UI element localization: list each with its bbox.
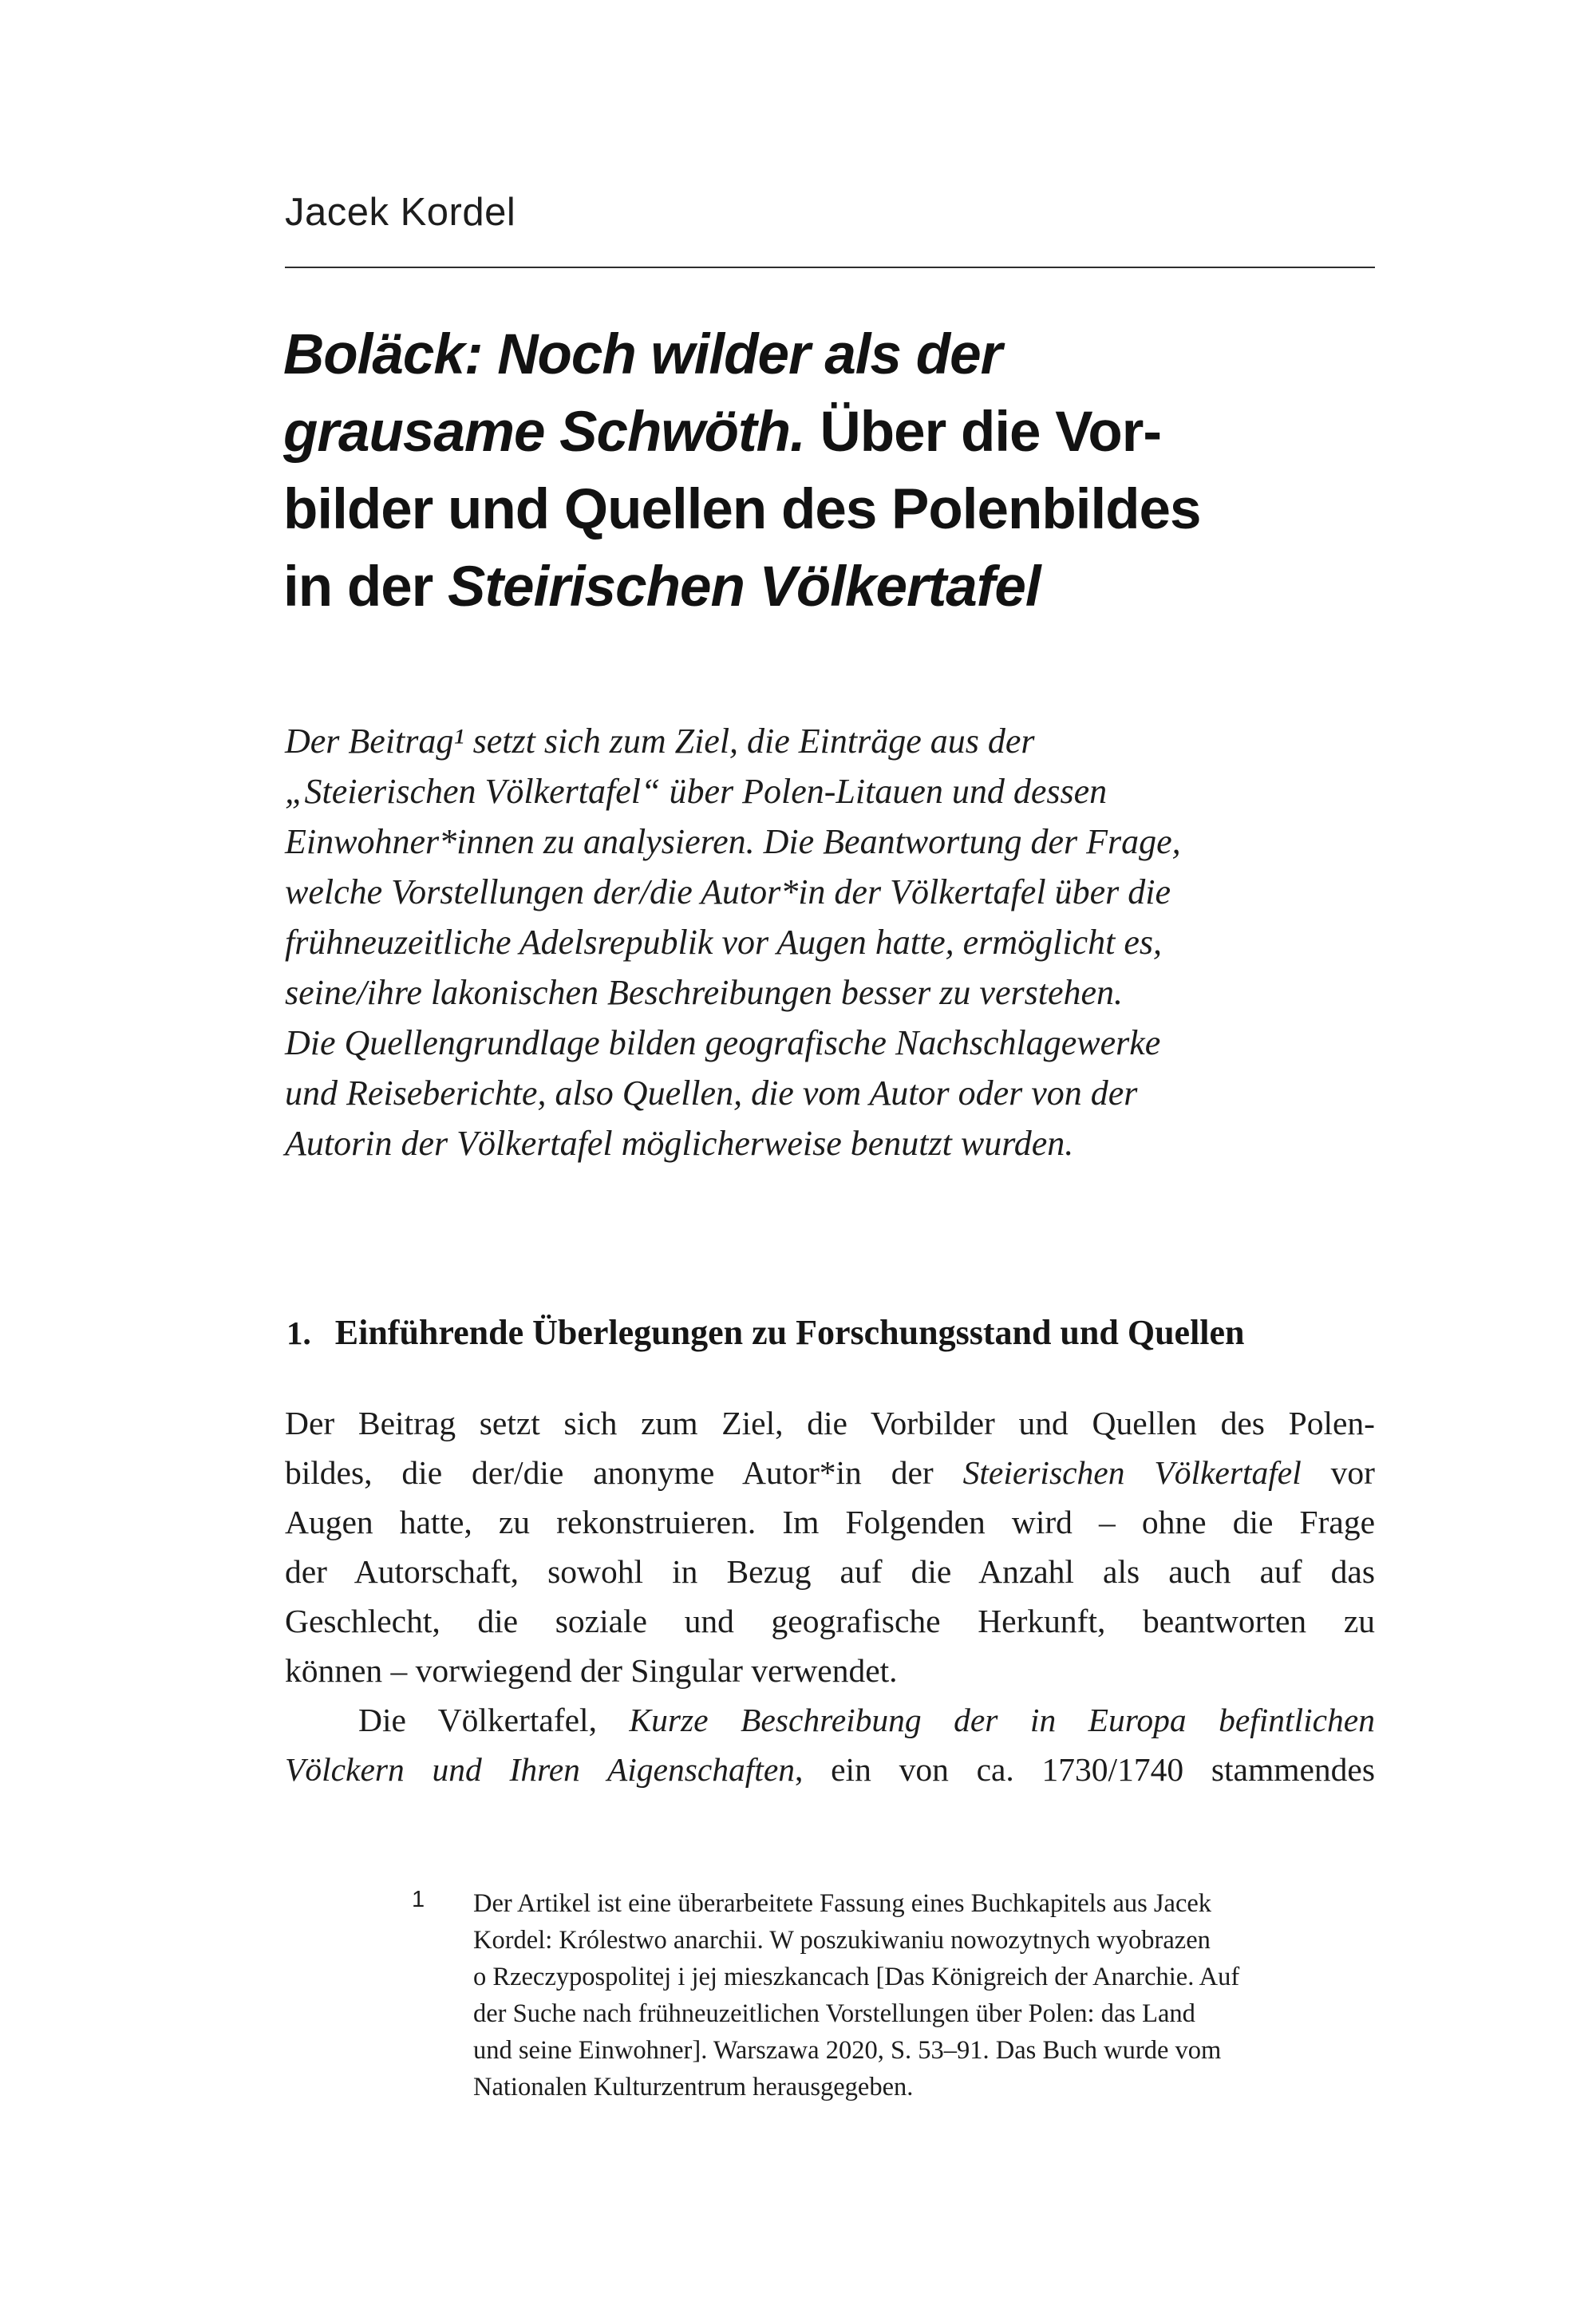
body-segment: Geschlecht, die soziale und geografische Herkunft, beantworten zu (285, 1603, 1375, 1639)
body-line (285, 1745, 1375, 1794)
title-line (283, 393, 1448, 471)
body-line (285, 1695, 1375, 1745)
footnote-line: o Rzeczypospolitej i jej mieszkancach [Das Königreich der Anarchie. Auf (473, 1963, 1240, 1991)
title-segment-italic: Steirischen Völkertafel (448, 556, 1041, 619)
footnote-line: der Suche nach frühneuzeitlichen Vorstellungen über Polen: das Land (473, 1999, 1195, 2028)
section-heading (286, 1311, 1404, 1354)
body-segment: Augen hatte, zu rekonstruieren. Im Folgenden wird – ohne die Frage (285, 1504, 1375, 1540)
footnote-marker: 1 (412, 1887, 425, 1912)
title-segment-roman: in der (283, 556, 448, 619)
body-segment-italic: Steierischen Völkertafel (962, 1454, 1302, 1491)
title-segment-italic: Boläck: Noch wilder als der (283, 323, 1002, 386)
body-line (285, 1497, 1375, 1547)
footnote-line: Nationalen Kulturzentrum herausgegeben. (473, 2073, 914, 2101)
abstract-line: Die Quellengrundlage bilden geografische Nachschlagewerke (285, 1023, 1161, 1062)
footnote (412, 1885, 1449, 2105)
abstract-line: Autorin der Völkertafel möglicherweise benutzt wurden. (285, 1124, 1074, 1163)
abstract-line: seine/ihre lakonischen Beschreibungen besser zu verstehen. (285, 973, 1124, 1012)
abstract-line: „Steierischen Völkertafel“ über Polen-Litauen und dessen (285, 772, 1108, 811)
abstract-line: frühneuzeitliche Adelsrepublik vor Augen hatte, ermöglicht es, (285, 923, 1162, 962)
body-segment: Der Beitrag setzt sich zum Ziel, die Vorbilder und Quellen des Polen- (285, 1405, 1375, 1441)
body-segment-italic: Kurze Beschreibung der in Europa befintlichen (629, 1702, 1375, 1738)
body-segment: bildes, die der/die anonyme Autor*in der (285, 1454, 963, 1491)
title-segment-italic: grausame Schwöth. (283, 401, 805, 464)
body-line (285, 1646, 1375, 1695)
title-segment-roman: Über die Vor- (804, 401, 1161, 464)
body-segment-italic: Völckern und Ihren Aigenschaften (285, 1751, 795, 1788)
body-segment: Die Völkertafel, (358, 1702, 630, 1738)
body-paragraphs (285, 1398, 1375, 1794)
section-title: Einführende Überlegungen zu Forschungsstand und Quellen (334, 1313, 1245, 1352)
abstract-line: welche Vorstellungen der/die Autor*in der Völkertafel über die (285, 872, 1171, 911)
body-segment: der Autorschaft, sowohl in Bezug auf die Anzahl als auch auf das (285, 1553, 1375, 1590)
header-divider (285, 267, 1375, 268)
body-line (285, 1547, 1375, 1596)
footnote-text (473, 1885, 1449, 2105)
body-line (285, 1398, 1375, 1448)
body-segment: , ein von ca. 1730/1740 stammendes (795, 1751, 1375, 1788)
abstract-line: und Reiseberichte, also Quellen, die vom Autor oder von der (285, 1073, 1138, 1113)
footnote-line: Der Artikel ist eine überarbeitete Fassung eines Buchkapitels aus Jacek (473, 1889, 1212, 1918)
title-segment-roman: bilder und Quellen des Polenbildes (283, 478, 1201, 541)
footnote-line: Kordel: Królestwo anarchii. W poszukiwaniu nowozytnych wyobrazen (473, 1926, 1211, 1955)
section-number: 1. (286, 1315, 311, 1351)
abstract-line: Einwohner*innen zu analysieren. Die Beantwortung der Frage, (285, 822, 1181, 861)
title-line (283, 471, 1448, 548)
body-line (285, 1448, 1375, 1497)
author-name: Jacek Kordel (285, 191, 516, 234)
footnote-line: und seine Einwohner]. Warszawa 2020, S. 53–91. Das Buch wurde vom (473, 2036, 1222, 2065)
body-line (285, 1596, 1375, 1646)
article-title (283, 316, 1448, 626)
abstract (285, 716, 1402, 1168)
body-segment: können – vorwiegend der Singular verwendet. (285, 1652, 898, 1689)
title-line (283, 316, 1448, 393)
abstract-line: Der Beitrag¹ setzt sich zum Ziel, die Einträge aus der (285, 722, 1035, 761)
body-segment: vor (1301, 1454, 1375, 1491)
title-line (283, 548, 1448, 626)
